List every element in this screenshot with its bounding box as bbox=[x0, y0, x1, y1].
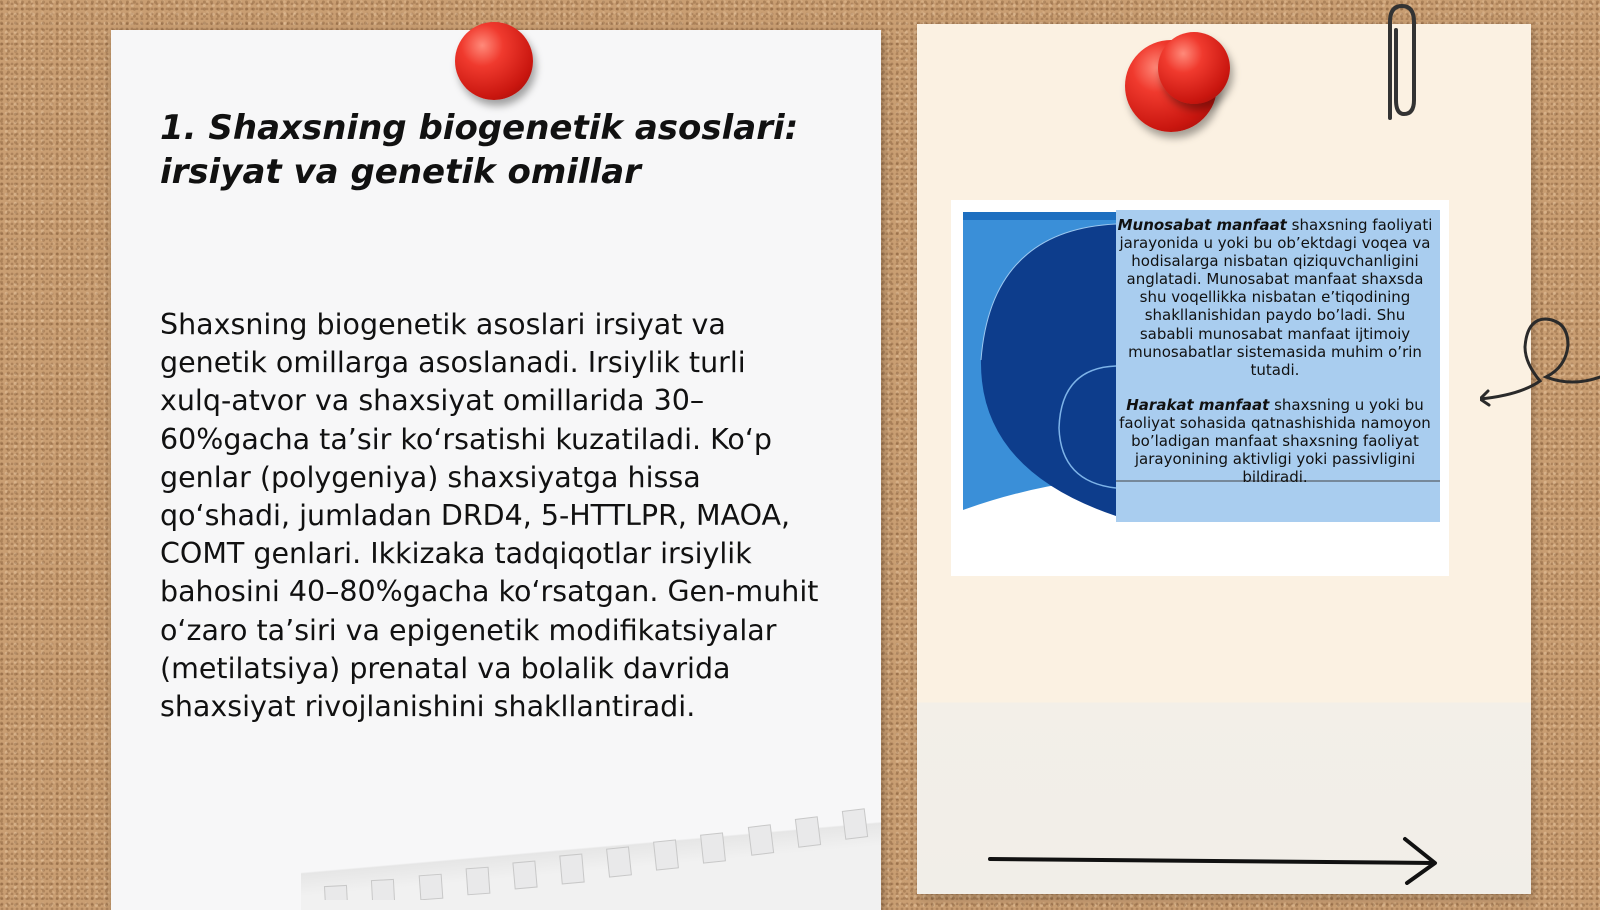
slide-title bbox=[160, 106, 840, 194]
slide-body-text: Shaxsning biogenetik asoslari irsiyat va genetik omillarga asoslanadi. Irsiylik turli xulq-atvor va shaxsiyat omillarida 30–60%gacha ta’sir ko‘rsatishi kuzatiladi. Ko‘p genlar (polygeniya) shaxsiyatga hissa qo‘shadi, jumladan DRD4, 5-HTTLPR, MAOA, COMT genlari. Ikkizaka tadqiqotlar irsiylik bahosini 40–80%gacha ko‘rsatgan. Gen-muhit o‘zaro ta’siri va epigenetik modifikatsiyalar (metilatsiya) prenatal va bolalik davrida shaxsiyat rivojlanishini shakllantiradi. bbox=[160, 308, 819, 724]
pushpin-icon bbox=[1158, 32, 1230, 104]
pushpin-icon bbox=[455, 22, 533, 100]
title-line-1: 1. Shaxsning biogenetik asoslari: bbox=[160, 108, 799, 148]
arrow-right-icon bbox=[985, 835, 1445, 885]
info-diagram bbox=[951, 200, 1449, 576]
definition-munosabat: shaxsning faoliyati jarayonida u yoki bu ob’ektdagi voqea va hodisalarga nisbatan qiziquvchanligini anglatadi. Munosabat manfaat shaxsda shu voqellikka nisbatan e’tiqodining shakllanishidan paydo bo’ladi. Shu sababli munosabat manfaat ijtimoiy munosabatlar sistemasida muhim o’rin tutadi. bbox=[1119, 216, 1433, 379]
diagram-paragraph-1 bbox=[1116, 216, 1434, 379]
definition-harakat: shaxsning u yoki bu faoliyat sohasida qatnashishida namoyon bo’ladigan manfaat shaxsning faoliyat jarayonining aktivligi yoki passivligini bildiradi. bbox=[1119, 395, 1431, 487]
term-munosabat: Munosabat manfaat bbox=[1117, 216, 1287, 234]
term-harakat: Harakat manfaat bbox=[1126, 395, 1270, 414]
paperclip-icon bbox=[1376, 0, 1426, 130]
diagram-paragraph-2 bbox=[1116, 396, 1434, 486]
title-line-2: irsiyat va genetik omillar bbox=[160, 152, 641, 192]
diagram-text bbox=[1116, 216, 1434, 503]
squiggle-arrow-icon bbox=[1480, 305, 1600, 415]
